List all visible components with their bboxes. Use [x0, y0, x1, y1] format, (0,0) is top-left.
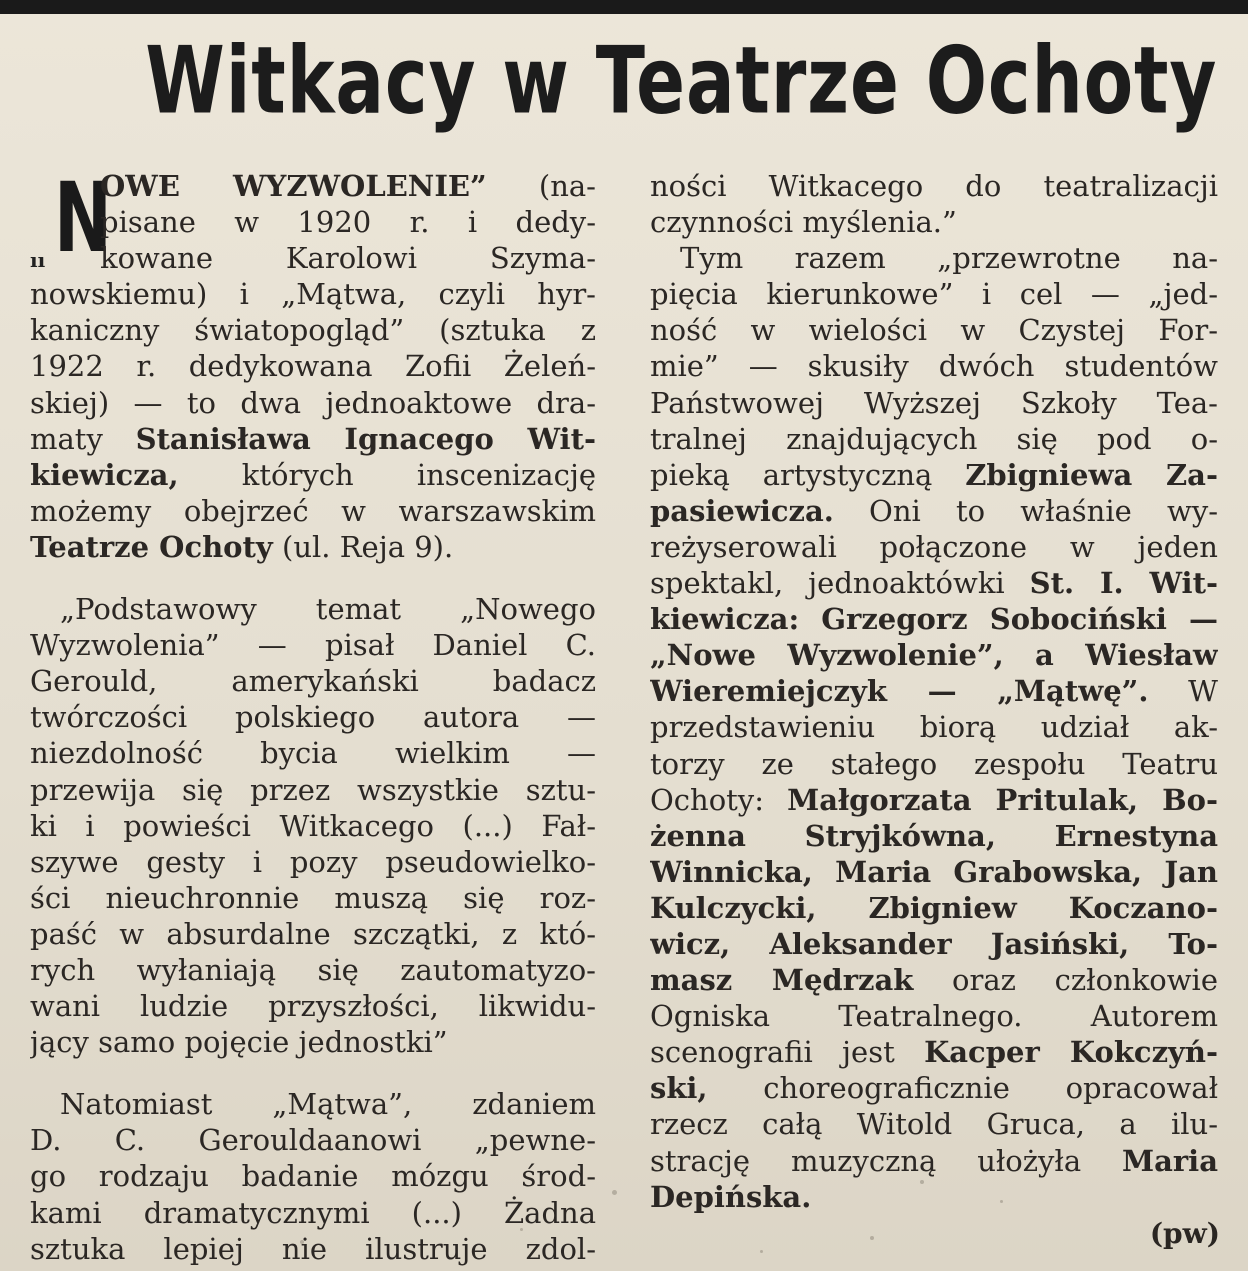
text-segment: scenografii jest [650, 1035, 925, 1070]
text-line [30, 627, 596, 663]
text-line [650, 1143, 1218, 1179]
bold-text: OWE WYZWOLENIE” [100, 169, 487, 203]
text-segment: twórczości polskiego autora — [30, 700, 596, 735]
text-segment: Wyzwolenia” — pisał Daniel C. [30, 628, 596, 663]
bold-text: Kulczycki, Zbigniew Koczano- [650, 890, 1218, 925]
text-line [650, 818, 1218, 854]
text-segment: Ogniska Teatralnego. Autorem [650, 999, 1218, 1034]
author-signature: (pw) [1149, 1217, 1220, 1250]
text-line [650, 348, 1218, 384]
text-segment: choreograficznie opracował [707, 1071, 1218, 1106]
text-line [30, 348, 596, 384]
paragraph-gap [30, 1060, 596, 1086]
text-line [650, 493, 1218, 529]
text-segment: skiej) — to dwa jednoaktowe dra- [30, 385, 596, 420]
text-segment: maty [30, 421, 136, 456]
text-line [650, 601, 1218, 637]
text-line [30, 808, 596, 844]
text-segment: (na- [486, 169, 596, 203]
text-segment: jący samo pojęcie jednostki” [30, 1025, 448, 1060]
text-line [650, 854, 1218, 890]
text-line [650, 312, 1218, 348]
drop-cap: N [54, 162, 112, 274]
text-segment: Gerould, amerykański badacz [30, 664, 596, 699]
text-line [650, 240, 1218, 276]
text-segment: rych wyłaniają się zautomatyzo- [30, 952, 596, 987]
text-segment: czynności myślenia.” [650, 205, 957, 240]
bold-text: wicz, Aleksander Jasiński, To- [650, 926, 1218, 961]
text-segment: spektakl, jednoaktówki [650, 566, 1030, 601]
text-line [30, 1231, 596, 1267]
text-line [650, 1106, 1218, 1142]
text-segment: paść w absurdalne szczątki, z któ- [30, 916, 596, 951]
bold-text: Winnicka, Maria Grabowska, Jan [650, 854, 1218, 889]
bold-text: kiewicza: Grzegorz Sobociński — [650, 602, 1218, 637]
print-speck [520, 1228, 523, 1231]
bold-text: Maria [1122, 1143, 1218, 1178]
text-segment: (ul. Reja 9). [272, 529, 454, 564]
right-column [650, 168, 1218, 1215]
text-segment: ki i powieści Witkacego (...) Fał- [30, 808, 596, 843]
text-line [650, 168, 1218, 204]
bold-text: Małgorzata Pritulak, Bo- [787, 782, 1218, 817]
text-segment: oraz członkowie [913, 963, 1218, 998]
text-line [650, 962, 1218, 998]
print-speck [870, 1236, 874, 1240]
text-line [650, 890, 1218, 926]
text-line [650, 276, 1218, 312]
text-line [30, 591, 596, 627]
text-line [30, 457, 596, 493]
text-segment: wani ludzie przyszłości, likwidu- [30, 989, 596, 1024]
text-segment: reżyserowali połączone w jeden [650, 529, 1218, 564]
text-line [30, 1086, 596, 1122]
text-segment: torzy ze stałego zespołu Teatru [650, 746, 1218, 781]
bold-text: masz Mędrzak [650, 963, 914, 998]
text-line [30, 493, 596, 529]
left-column [30, 162, 596, 1267]
text-line [650, 565, 1218, 601]
text-segment: których inscenizację [178, 457, 596, 492]
text-segment: ności Witkacego do teatralizacji [650, 169, 1218, 203]
text-segment: możemy obejrzeć w warszawskim [30, 493, 596, 528]
text-segment: tralnej znajdujących się pod o- [650, 421, 1218, 456]
text-segment: nowskiemu) i „Mątwa, czyli hyr- [30, 277, 596, 312]
text-line [30, 1122, 596, 1158]
text-line [30, 421, 596, 457]
bold-text: Zbigniewa Za- [965, 457, 1218, 492]
text-segment: przewija się przez wszystkie sztu- [30, 772, 596, 807]
text-line [30, 772, 596, 808]
text-segment: go rodzaju badanie mózgu środ- [30, 1159, 596, 1194]
text-line [650, 204, 1218, 240]
text-line [30, 880, 596, 916]
text-segment: kami dramatycznymi (...) Żadna [30, 1195, 596, 1230]
ornament-mark: ıı [30, 248, 46, 272]
paragraph-gap [30, 565, 596, 591]
bold-text: Stanisława Ignacego Wit- [135, 421, 596, 456]
text-line [30, 276, 596, 312]
text-line [650, 782, 1218, 818]
text-line [30, 204, 596, 240]
text-line [650, 529, 1218, 565]
text-segment: pisane w 1920 r. i dedy- [100, 205, 596, 240]
text-line [30, 385, 596, 421]
text-segment: niezdolność bycia wielkim — [30, 736, 596, 771]
text-line [30, 735, 596, 771]
text-segment: rzecz całą Witold Gruca, a ilu- [650, 1107, 1218, 1142]
text-segment: Natomiast „Mątwa”, zdaniem [60, 1087, 596, 1122]
text-line [650, 385, 1218, 421]
print-speck [1000, 1200, 1003, 1203]
bold-text: Teatrze Ochoty [30, 529, 273, 564]
bold-text: „Nowe Wyzwolenie”, a Wiesław [650, 638, 1218, 673]
text-line [650, 1034, 1218, 1070]
text-segment: „Podstawowy temat „Nowego [60, 592, 596, 627]
text-line [30, 1195, 596, 1231]
text-line [30, 916, 596, 952]
text-segment: pieką artystyczną [650, 457, 966, 492]
text-segment: 1922 r. dedykowana Zofii Żeleń- [30, 349, 596, 384]
text-segment: pięcia kierunkowe” i cel — „jed- [650, 277, 1218, 312]
bold-text: Kacper Kokczyń- [924, 1035, 1218, 1070]
top-border [0, 0, 1248, 14]
text-line [30, 1024, 596, 1060]
text-segment: kowane Karolowi Szyma- [100, 241, 596, 276]
text-segment: kaniczny światopogląd” (sztuka z [30, 313, 596, 348]
text-segment: ność w wielości w Czystej For- [650, 313, 1218, 348]
text-line [30, 699, 596, 735]
text-line [650, 673, 1218, 709]
text-line [30, 168, 596, 204]
text-segment: Ochoty: [650, 782, 788, 817]
text-segment: szywe gesty i pozy pseudowielko- [30, 844, 596, 879]
text-line [30, 312, 596, 348]
bold-text: Depińska. [650, 1179, 812, 1214]
print-speck [300, 1240, 304, 1244]
text-line [650, 457, 1218, 493]
text-line [650, 998, 1218, 1034]
bold-text: kiewicza, [30, 457, 179, 492]
headline: Witkacy w Teatrze Ochoty [145, 26, 1218, 135]
bold-text: St. I. Wit- [1029, 566, 1218, 601]
text-line [650, 709, 1218, 745]
text-segment: strację muzyczną ułożyła [650, 1143, 1123, 1178]
print-speck [920, 1180, 924, 1184]
text-segment: ści nieuchronnie muszą się roz- [30, 880, 596, 915]
text-line [650, 1070, 1218, 1106]
text-segment: Państwowej Wyższej Szkoły Tea- [650, 385, 1218, 420]
text-line [30, 844, 596, 880]
bold-text: ski, [650, 1071, 708, 1106]
text-line [650, 1179, 1218, 1215]
bold-text: pasiewicza. [650, 493, 834, 528]
text-segment: Tym razem „przewrotne na- [680, 241, 1218, 276]
bold-text: żenna Stryjkówna, Ernestyna [650, 818, 1218, 853]
text-segment: przedstawieniu biorą udział ak- [650, 710, 1218, 745]
text-line [30, 529, 596, 565]
text-line [30, 663, 596, 699]
text-line [650, 421, 1218, 457]
print-speck [612, 1190, 617, 1195]
print-speck [760, 1250, 763, 1253]
text-line [30, 952, 596, 988]
text-line [30, 1158, 596, 1194]
text-segment: sztuka lepiej nie ilustruje zdol- [30, 1231, 596, 1266]
bold-text: Wieremiejczyk — „Mątwę”. [650, 674, 1149, 709]
text-line [650, 637, 1218, 673]
text-line [30, 240, 596, 276]
text-line [650, 926, 1218, 962]
text-segment: W [1148, 674, 1218, 709]
text-segment: mie” — skusiły dwóch studentów [650, 349, 1218, 384]
text-segment: Oni to właśnie wy- [833, 493, 1218, 528]
text-line [30, 988, 596, 1024]
text-segment: D. C. Gerouldaanowi „pewne- [30, 1123, 596, 1158]
text-line [650, 746, 1218, 782]
